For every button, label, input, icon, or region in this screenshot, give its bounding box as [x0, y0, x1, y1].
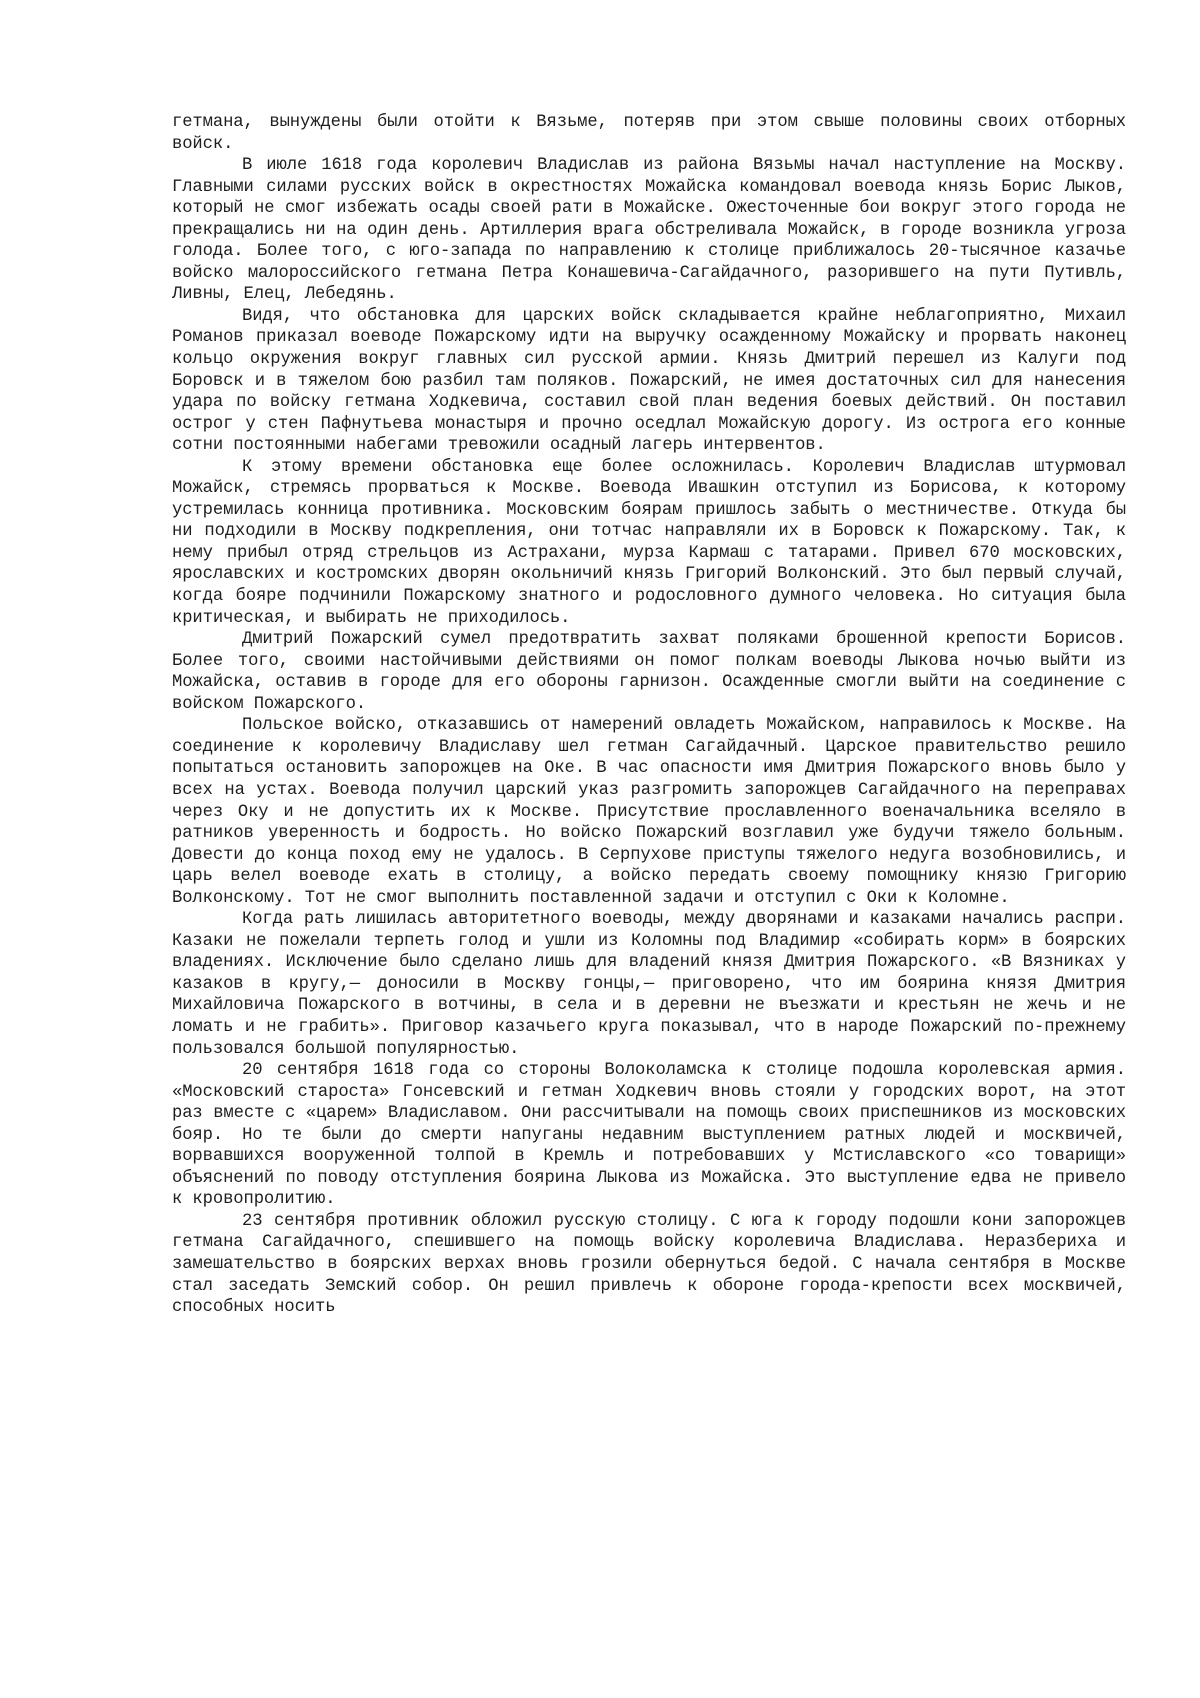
document-page: [172, 112, 1126, 1319]
paragraph-9: 23 сентября противник обложил русскую столицу. С юга к городу подошли кони запорожцев гетмана Сагайдачного, спешившего на помощь войску королевича Владислава. Неразбериха и замешательство в боярских верхах вновь грозили обернуться бедой. С начала сентября в Москве стал заседать Земский собор. Он решил привлечь к обороне города-крепости всех москвичей, способных носить: [172, 1211, 1126, 1318]
paragraph-4: К этому времени обстановка еще более осложнилась. Королевич Владислав штурмовал Можайск, стремясь прорваться к Москве. Воевода Ивашкин отступил из Борисова, к которому устремилась конница противника. Московским боярам пришлось забыть о местничестве. Откуда бы ни подходили в Москву подкрепления, они тотчас направляли их в Боровск к Пожарскому. Так, к нему прибыл отряд стрельцов из Астрахани, мурза Кармаш с татарами. Привел 670 московских, ярославских и костромских дворян окольничий князь Григорий Волконский. Это был первый случай, когда бояре подчинили Пожарскому знатного и родословного думного человека. Но ситуация была критическая, и выбирать не приходилось.: [172, 457, 1126, 628]
paragraph-2: В июле 1618 года королевич Владислав из района Вязьмы начал наступление на Москву. Главными силами русских войск в окрестностях Можайска командовал воевода князь Борис Лыков, который не смог избежать осады своей рати в Можайске. Ожесточенные бои вокруг этого города не прекращались ни на один день. Артиллерия врага обстреливала Можайск, в городе возникла угроза голода. Более того, с юго-запада по направлению к столице приближалось 20-тысячное казачье войско малороссийского гетмана Петра Конашевича-Сагайдачного, разорившего на пути Путивль, Ливны, Елец, Лебедянь.: [172, 156, 1126, 305]
paragraph-5: Дмитрий Пожарский сумел предотвратить захват поляками брошенной крепости Борисов. Более того, своими настойчивыми действиями он помог полкам воеводы Лыкова ночью выйти из Можайска, оставив в городе для его обороны гарнизон. Осажденные смогли выйти на соединение с войском Пожарского.: [172, 630, 1126, 714]
paragraph-1: гетмана, вынуждены были отойти к Вязьме, потеряв при этом свыше половины своих отборных войск.: [172, 113, 1126, 154]
paragraph-3: Видя, что обстановка для царских войск складывается крайне неблагоприятно, Михаил Романов приказал воеводе Пожарскому идти на выручку осажденному Можайску и прорвать наконец кольцо окружения вокруг главных сил русской армии. Князь Дмитрий перешел из Калуги под Боровск и в тяжелом бою разбил там поляков. Пожарский, не имея достаточных сил для нанесения удара по войску гетмана Ходкевича, составил свой план ведения боевых действий. Он поставил острог у стен Пафнутьева монастыря и прочно оседлал Можайскую дорогу. Из острога его конные сотни постоянными набегами тревожили осадный лагерь интервентов.: [172, 306, 1126, 456]
paragraph-7: Когда рать лишилась авторитетного воеводы, между дворянами и казаками начались распри. Казаки не пожелали терпеть голод и ушли из Коломны под Владимир «собирать корм» в боярских владениях. Исключение было сделано лишь для владений князя Дмитрия Пожарского. «В Вязниках у казаков в кругу,— доносили в Москву гонцы,— приговорено, что им боярина князя Дмитрия Михайловича Пожарского в вотчины, в села и в деревни не въезжати и крестьян не жечь и не ломать и не грабить». Приговор казачьего круга показывал, что в народе Пожарский по-прежнему пользовался большой популярностью.: [172, 910, 1126, 1059]
paragraph-6: Польское войско, отказавшись от намерений овладеть Можайском, направилось к Москве. На соединение к королевичу Владиславу шел гетман Сагайдачный. Царское правительство решило попытаться остановить запорожцев на Оке. В час опасности имя Дмитрия Пожарского вновь было у всех на устах. Воевода получил царский указ разгромить запорожцев Сагайдачного на переправах через Оку и не допустить их к Москве. Присутствие прославленного военачальника вселяло в ратников уверенность и бодрость. Но войско Пожарский возглавил уже будучи тяжело больным. Довести до конца поход ему не удалось. В Серпухове приступы тяжелого недуга возобновились, и царь велел воеводе ехать в столицу, а войско передать своему помощнику князю Григорию Волконскому. Тот не смог выполнить поставленной задачи и отступил с Оки к Коломне.: [172, 716, 1126, 908]
paragraph-8: 20 сентября 1618 года со стороны Волоколамска к столице подошла королевская армия. «Московский староста» Гонсевский и гетман Ходкевич вновь стояли у городских ворот, на этот раз вместе с «царем» Владиславом. Они рассчитывали на помощь своих приспешников из московских бояр. Но те были до смерти напуганы недавним выступлением ратных людей и москвичей, ворвавшихся вооруженной толпой в Кремль и потребовавших у Мстиславского «со товарищи» объяснений по поводу отступления боярина Лыкова из Можайска. Это выступление едва не привело к кровопролитию.: [172, 1061, 1126, 1210]
